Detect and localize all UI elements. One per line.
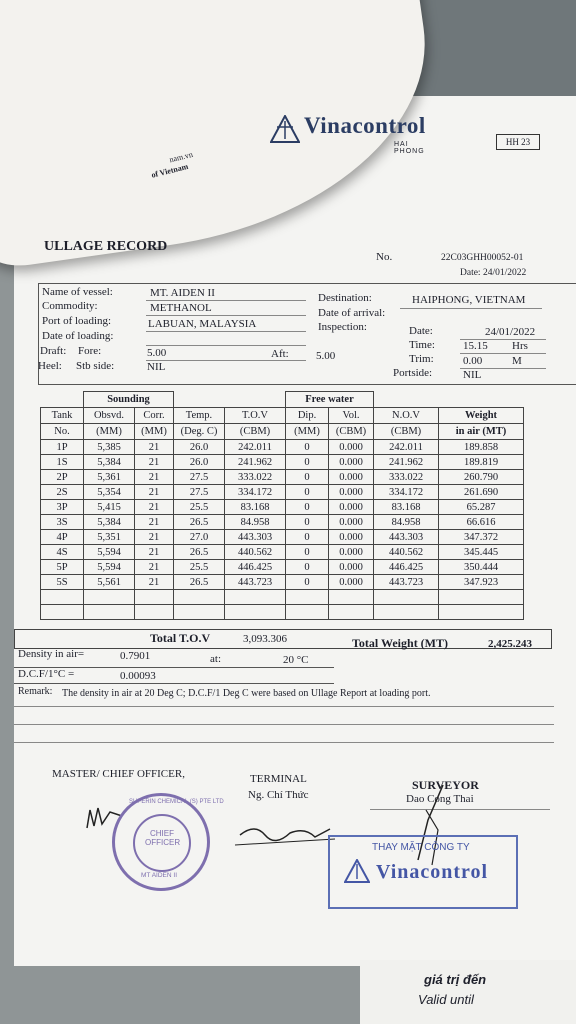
table-row bbox=[41, 500, 524, 515]
heel-value: NIL bbox=[147, 361, 166, 373]
density-label: Density in air= bbox=[18, 648, 85, 660]
table-cell: 446.425 bbox=[374, 560, 439, 575]
table-cell: 65.287 bbox=[439, 500, 524, 515]
table-cell: 21 bbox=[135, 560, 174, 575]
table-cell: 21 bbox=[135, 515, 174, 530]
remark-label: Remark: bbox=[18, 686, 53, 697]
table-cell: 83.168 bbox=[374, 500, 439, 515]
table-cell: 333.022 bbox=[225, 470, 286, 485]
table-cell: 21 bbox=[135, 500, 174, 515]
stamp-center: CHIEF OFFICER bbox=[145, 829, 181, 847]
col-subheader: (Deg. C) bbox=[174, 424, 225, 440]
terminal-signature bbox=[230, 815, 340, 850]
brand-name: Vinacontrol bbox=[304, 113, 426, 138]
table-cell: 0.000 bbox=[329, 500, 374, 515]
table-cell: 242.011 bbox=[225, 440, 286, 455]
commodity: METHANOL bbox=[150, 302, 212, 314]
table-cell: 443.303 bbox=[225, 530, 286, 545]
table-cell: 0 bbox=[286, 530, 329, 545]
dcf-value: 0.00093 bbox=[120, 670, 156, 682]
table-cell: 4S bbox=[41, 545, 84, 560]
record-number: 22C03GHH00052-01 bbox=[441, 253, 524, 263]
table-cell: 83.168 bbox=[225, 500, 286, 515]
brand-sub: HAI PHONG bbox=[394, 141, 425, 155]
remark-text: The density in air at 20 Deg C; D.C.F/1 Deg C were based on Ullage Report at loading port. bbox=[62, 688, 431, 699]
stamp-scales-icon bbox=[344, 859, 370, 883]
scales-icon bbox=[270, 115, 300, 143]
table-cell: 5P bbox=[41, 560, 84, 575]
table-cell: 26.5 bbox=[174, 545, 225, 560]
draft-fore: 5.00 bbox=[147, 347, 167, 359]
company-stamp bbox=[328, 835, 518, 909]
col-header: Vol. bbox=[329, 408, 374, 424]
company-stamp-top: THAY MẶT CÔNG TY bbox=[372, 842, 470, 853]
master-label: MASTER/ CHIEF OFFICER, bbox=[52, 768, 185, 780]
table-cell: 26.5 bbox=[174, 575, 225, 590]
table-cell: 25.5 bbox=[174, 560, 225, 575]
table-cell: 443.303 bbox=[374, 530, 439, 545]
col-subheader: in air (MT) bbox=[439, 424, 524, 440]
table-cell: 5,361 bbox=[84, 470, 135, 485]
table-cell: 241.962 bbox=[374, 455, 439, 470]
table-cell: 66.616 bbox=[439, 515, 524, 530]
table-cell: 27.5 bbox=[174, 470, 225, 485]
table-cell: 27.0 bbox=[174, 530, 225, 545]
table-cell: 0 bbox=[286, 500, 329, 515]
table-cell: 0.000 bbox=[329, 455, 374, 470]
table-cell: 2P bbox=[41, 470, 84, 485]
total-tov-label: Total T.O.V bbox=[150, 631, 211, 645]
table-cell: 446.425 bbox=[225, 560, 286, 575]
trim-label: Trim: bbox=[409, 353, 434, 365]
table-cell: 0.000 bbox=[329, 440, 374, 455]
valid-vn: giá trị đến bbox=[424, 972, 487, 987]
table-cell: 0 bbox=[286, 545, 329, 560]
table-cell: 350.444 bbox=[439, 560, 524, 575]
table-cell: 5,384 bbox=[84, 515, 135, 530]
table-cell: 1P bbox=[41, 440, 84, 455]
table-cell: 0 bbox=[286, 485, 329, 500]
table-cell: 1S bbox=[41, 455, 84, 470]
table-cell: 0 bbox=[286, 560, 329, 575]
terminal-name: Ng. Chí Thức bbox=[248, 789, 309, 801]
inspection-time: 15.15 bbox=[463, 340, 488, 352]
record-title: ULLAGE RECORD bbox=[44, 239, 168, 254]
table-cell: 260.790 bbox=[439, 470, 524, 485]
trim-unit: M bbox=[512, 355, 522, 367]
date-loading-label: Date of loading: bbox=[42, 330, 114, 342]
table-cell: 27.5 bbox=[174, 485, 225, 500]
table-cell: 21 bbox=[135, 470, 174, 485]
table-cell: 2S bbox=[41, 485, 84, 500]
table-cell: 0.000 bbox=[329, 545, 374, 560]
table-cell: 0 bbox=[286, 515, 329, 530]
table-cell: 189.858 bbox=[439, 440, 524, 455]
table-cell: 0.000 bbox=[329, 530, 374, 545]
portside-value: NIL bbox=[463, 369, 482, 381]
table-cell: 0.000 bbox=[329, 515, 374, 530]
draft-label: Draft: bbox=[40, 345, 67, 357]
group-freewater: Free water bbox=[286, 392, 374, 408]
col-header: Obsvd. bbox=[84, 408, 135, 424]
record-date: Date: 24/01/2022 bbox=[460, 268, 527, 278]
col-header: N.O.V bbox=[374, 408, 439, 424]
table-row bbox=[41, 545, 524, 560]
stamp-ring: SUPERIN CHEMICAL (S) PTE LTD bbox=[129, 799, 224, 805]
table-cell: 21 bbox=[135, 440, 174, 455]
name-label: Name of vessel: bbox=[42, 286, 113, 298]
table-row bbox=[41, 560, 524, 575]
total-weight: 2,425.243 bbox=[488, 638, 532, 650]
table-cell: 440.562 bbox=[225, 545, 286, 560]
table-cell: 84.958 bbox=[225, 515, 286, 530]
table-cell: 0 bbox=[286, 455, 329, 470]
table-cell: 21 bbox=[135, 545, 174, 560]
table-cell: 5,561 bbox=[84, 575, 135, 590]
table-cell: 241.962 bbox=[225, 455, 286, 470]
table-cell: 5,384 bbox=[84, 455, 135, 470]
port-of-loading: LABUAN, MALAYSIA bbox=[148, 318, 257, 330]
table-cell: 333.022 bbox=[374, 470, 439, 485]
group-sounding: Sounding bbox=[84, 392, 174, 408]
table-cell: 21 bbox=[135, 485, 174, 500]
density-value: 0.7901 bbox=[120, 650, 151, 662]
commodity-label: Commodity: bbox=[42, 300, 98, 312]
table-cell: 0.000 bbox=[329, 575, 374, 590]
table-cell: 25.5 bbox=[174, 500, 225, 515]
table-row bbox=[41, 455, 524, 470]
table-cell: 4P bbox=[41, 530, 84, 545]
ship-stamp bbox=[112, 793, 224, 891]
table-cell: 3S bbox=[41, 515, 84, 530]
table-row bbox=[41, 440, 524, 455]
col-subheader: (CBM) bbox=[225, 424, 286, 440]
table-row bbox=[41, 530, 524, 545]
table-cell: 21 bbox=[135, 455, 174, 470]
table-cell: 21 bbox=[135, 530, 174, 545]
table-cell: 5,385 bbox=[84, 440, 135, 455]
surveyor-name: Dao Cong Thai bbox=[406, 793, 474, 805]
ullage-table bbox=[40, 391, 524, 620]
header-row bbox=[41, 408, 524, 424]
inspection-date: 24/01/2022 bbox=[485, 326, 536, 338]
at-label: at: bbox=[210, 653, 221, 665]
table-cell: 242.011 bbox=[374, 440, 439, 455]
col-subheader: (MM) bbox=[135, 424, 174, 440]
total-weight-label: Total Weight (MT) bbox=[352, 636, 449, 650]
table-cell: 189.819 bbox=[439, 455, 524, 470]
table-cell: 0 bbox=[286, 440, 329, 455]
vessel-name: MT. AIDEN II bbox=[150, 287, 215, 299]
at-temp: 20 °C bbox=[283, 654, 309, 666]
table-row bbox=[41, 485, 524, 500]
corner-text-1: nam.vn bbox=[168, 149, 194, 165]
table-cell: 26.5 bbox=[174, 515, 225, 530]
draft-aft: 5.00 bbox=[316, 350, 336, 362]
table-cell: 443.723 bbox=[374, 575, 439, 590]
col-header: Dip. bbox=[286, 408, 329, 424]
stb-label: Stb side: bbox=[76, 360, 115, 372]
table-cell: 5,594 bbox=[84, 545, 135, 560]
table-cell: 21 bbox=[135, 575, 174, 590]
table-cell: 0.000 bbox=[329, 470, 374, 485]
table-cell: 0 bbox=[286, 575, 329, 590]
aft-label: Aft: bbox=[271, 348, 289, 360]
table-cell: 261.690 bbox=[439, 485, 524, 500]
table-cell: 5S bbox=[41, 575, 84, 590]
table-cell: 334.172 bbox=[374, 485, 439, 500]
corner-text-2: of Vietnam bbox=[150, 161, 190, 180]
total-tov: 3,093.306 bbox=[243, 633, 287, 645]
table-cell: 0.000 bbox=[329, 560, 374, 575]
col-subheader: (MM) bbox=[84, 424, 135, 440]
table-cell: 347.923 bbox=[439, 575, 524, 590]
col-header: Weight bbox=[439, 408, 524, 424]
col-subheader: (MM) bbox=[286, 424, 329, 440]
table-cell: 26.0 bbox=[174, 455, 225, 470]
company-stamp-brand: Vinacontrol bbox=[376, 861, 489, 883]
portside-label: Portside: bbox=[393, 367, 433, 379]
table-cell: 345.445 bbox=[439, 545, 524, 560]
table-cell: 84.958 bbox=[374, 515, 439, 530]
table-row bbox=[41, 575, 524, 590]
no-label: No. bbox=[376, 251, 393, 263]
destination: HAIPHONG, VIETNAM bbox=[412, 294, 526, 306]
col-subheader: (CBM) bbox=[374, 424, 439, 440]
dcf-label: D.C.F/1°C = bbox=[18, 668, 75, 680]
col-header: Corr. bbox=[135, 408, 174, 424]
table-cell: 5,594 bbox=[84, 560, 135, 575]
fore-label: Fore: bbox=[78, 345, 102, 357]
trim-value: 0.00 bbox=[463, 355, 483, 367]
vinacontrol-logo bbox=[270, 113, 426, 155]
table-cell: 347.372 bbox=[439, 530, 524, 545]
table-cell: 0 bbox=[286, 470, 329, 485]
stamp-bottom: MT AIDEN II bbox=[141, 872, 177, 879]
time-unit: Hrs bbox=[512, 340, 528, 352]
table-cell: 26.0 bbox=[174, 440, 225, 455]
arrival-label: Date of arrival: bbox=[318, 307, 386, 319]
table-row-empty bbox=[41, 590, 524, 605]
subheader-row bbox=[41, 424, 524, 440]
col-header: T.O.V bbox=[225, 408, 286, 424]
col-subheader: (CBM) bbox=[329, 424, 374, 440]
table-row-empty bbox=[41, 605, 524, 620]
table-cell: 334.172 bbox=[225, 485, 286, 500]
table-cell: 440.562 bbox=[374, 545, 439, 560]
page-code: HH 23 bbox=[496, 134, 540, 150]
terminal-label: TERMINAL bbox=[250, 773, 307, 785]
col-header: Tank bbox=[41, 408, 84, 424]
table-cell: 0.000 bbox=[329, 485, 374, 500]
table-cell: 5,354 bbox=[84, 485, 135, 500]
heel-label: Heel: bbox=[38, 360, 62, 372]
date-label: Date: bbox=[409, 325, 433, 337]
inspection-label: Inspection: bbox=[318, 321, 367, 333]
table-cell: 5,351 bbox=[84, 530, 135, 545]
destination-label: Destination: bbox=[318, 292, 372, 304]
table-cell: 3P bbox=[41, 500, 84, 515]
table-row bbox=[41, 515, 524, 530]
time-label: Time: bbox=[409, 339, 435, 351]
surveyor-label: SURVEYOR bbox=[412, 778, 479, 792]
table-cell: 443.723 bbox=[225, 575, 286, 590]
table-row bbox=[41, 470, 524, 485]
port-label: Port of loading: bbox=[42, 315, 112, 327]
col-subheader: No. bbox=[41, 424, 84, 440]
col-header: Temp. bbox=[174, 408, 225, 424]
table-cell: 5,415 bbox=[84, 500, 135, 515]
valid-en: Valid until bbox=[418, 992, 474, 1007]
